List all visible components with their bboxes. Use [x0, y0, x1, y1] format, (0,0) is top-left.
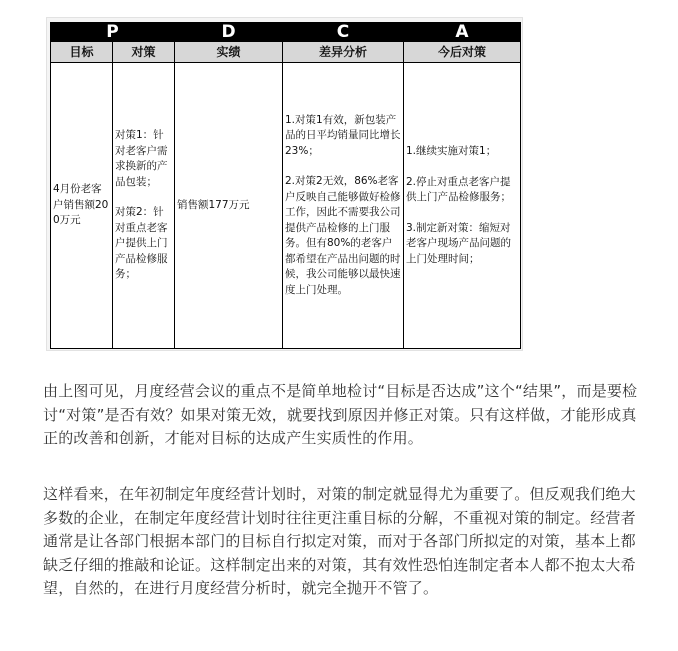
phase-c: C: [283, 23, 404, 42]
column-header-row: [51, 42, 521, 63]
next-action-1-text: 1.继续实施对策1；: [406, 145, 497, 157]
analysis-1-text: 1.对策1有效，新包装产品的日平均销量同比增长23%；: [285, 113, 401, 157]
phase-a: A: [404, 23, 521, 42]
paragraph-2: 这样看来，在年初制定年度经营计划时，对策的制定就显得尤为重要了。但反观我们绝大多数的企业，在制定年度经营计划时往往更注重目标的分解，不重视对策的制定。经营者通常是让各部门根据本部门的目标自行拟定对策，而对于各部门所拟定的对策，基本上都缺乏仔细的推敲和论证。这样制定出来的对策，其有效性恐怕连制定者本人都不抱太大希望，自然的，在进行月度经营分析时，就完全抛开不管了。: [43, 485, 636, 597]
header-goal: 目标: [51, 42, 113, 63]
phase-d: D: [175, 23, 283, 42]
header-analysis: 差异分析: [283, 42, 404, 63]
analysis-cell: [283, 63, 404, 349]
pdca-table: [50, 22, 521, 349]
pdca-phase-row: [51, 23, 521, 42]
paragraph-1: 由上图可见，月度经营会议的重点不是简单地检讨“目标是否达成”这个“结果”，而是要检讨“对策”是否有效？如果对策无效，就要找到原因并修正对策。只有这样做，才能形成真正的改善和创新，才能对目标的达成产生实质性的作用。: [43, 382, 638, 447]
measure-2-text: 对策2：针对重点老客户提供上门产品检修服务；: [115, 206, 168, 281]
measure-1-text: 对策1：针对老客户需求换新的产品包装；: [115, 129, 168, 188]
measures-cell: [113, 63, 175, 349]
pdca-table-image: [46, 17, 523, 351]
next-actions-cell: [404, 63, 521, 349]
header-result: 实绩: [175, 42, 283, 63]
result-text: 销售额177万元: [177, 198, 250, 211]
next-action-3-text: 3.制定新对策：缩短对老客户现场产品问题的上门处理时间；: [406, 221, 511, 265]
next-action-2-text: 2.停止对重点老客户提供上门产品检修服务；: [406, 175, 511, 203]
analysis-2-text: 2.对策2无效，86%老客户反映自己能够做好检修工作，因此不需要我公司提供产品检修的上门服务。但有80%的老客户都希望在产品出问题的时候，我公司能够以最快速度上门处理。: [285, 175, 401, 296]
header-measures: 对策: [113, 42, 175, 63]
header-next-actions: 今后对策: [404, 42, 521, 63]
phase-p: P: [51, 23, 175, 42]
result-cell: [175, 63, 283, 349]
goal-text: 4月份老客户销售额200万元: [53, 183, 109, 227]
table-row: [51, 63, 521, 349]
goal-cell: [51, 63, 113, 349]
